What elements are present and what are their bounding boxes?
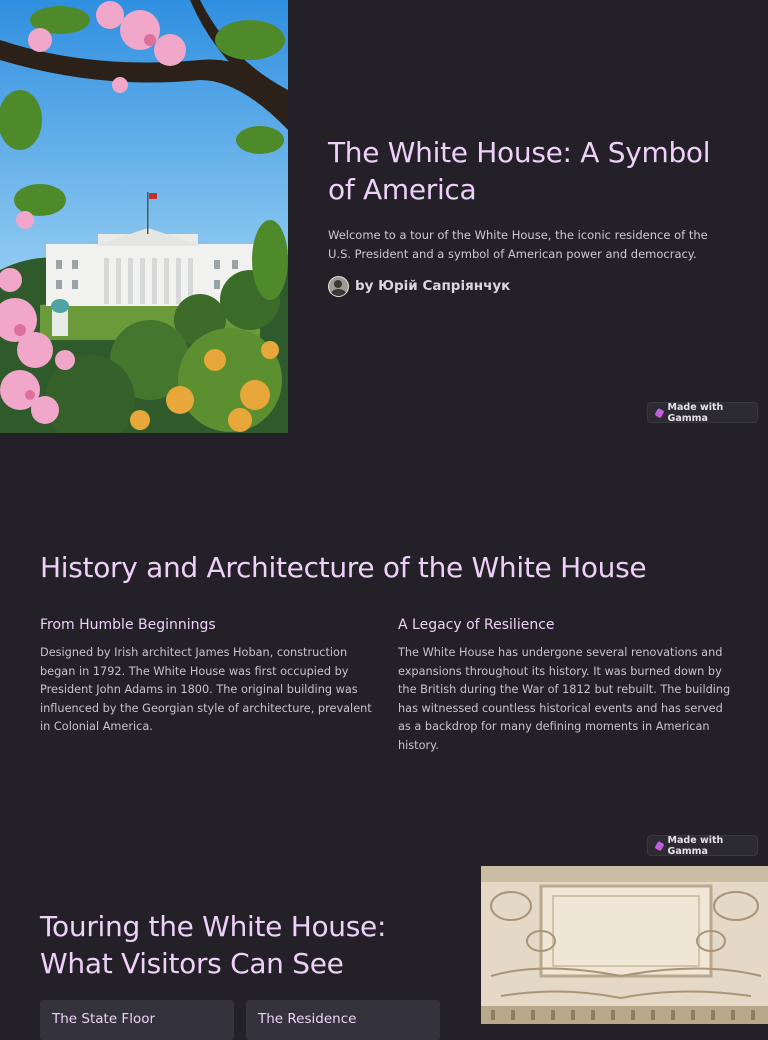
made-with-gamma-badge[interactable] (647, 835, 758, 856)
touring-slide (0, 866, 768, 1027)
column-humble-beginnings (40, 616, 375, 737)
column-legacy-of-resilience (398, 616, 733, 755)
history-slide (0, 433, 768, 866)
column-heading: From Humble Beginnings (40, 617, 216, 633)
author-avatar (328, 276, 349, 297)
column-text: Designed by Irish architect James Hoban, construction began in 1792. The White House was first occupied by President John Adams in 1800. The original building was influenced by the Georgian style of architecture, prevalent in Colonial America. (40, 646, 372, 733)
section-title: History and Architecture of the White House (40, 551, 647, 584)
ornate-ceiling-photo (481, 866, 768, 1024)
card-residence: The Residence (246, 1000, 440, 1040)
presentation-title: The White House: A Symbol of America (328, 136, 711, 206)
column-text: The White House has undergone several renovations and expansions throughout its history. It was burned down by the British during the War of 1812 but rebuilt. The building has witnessed countless historical events and has served as a backdrop for many defining moments in American history. (398, 646, 731, 752)
made-with-gamma-badge[interactable] (647, 402, 758, 423)
author-byline (328, 276, 510, 296)
gamma-logo-icon (654, 840, 664, 850)
column-heading: A Legacy of Resilience (398, 617, 555, 633)
intro-paragraph: Welcome to a tour of the White House, the iconic residence of the U.S. President and a symbol of American power and democracy. (328, 228, 708, 261)
author-name: by Юрій Сапріянчук (355, 278, 511, 294)
white-house-photo (0, 0, 288, 433)
badge-label: Made with Gamma (667, 401, 724, 424)
card-state-floor: The State Floor (40, 1000, 234, 1040)
badge-label: Made with Gamma (667, 834, 724, 857)
gamma-logo-icon (654, 407, 664, 417)
section-title: Touring the White House: What Visitors Can See (40, 910, 387, 980)
title-slide (0, 0, 768, 433)
